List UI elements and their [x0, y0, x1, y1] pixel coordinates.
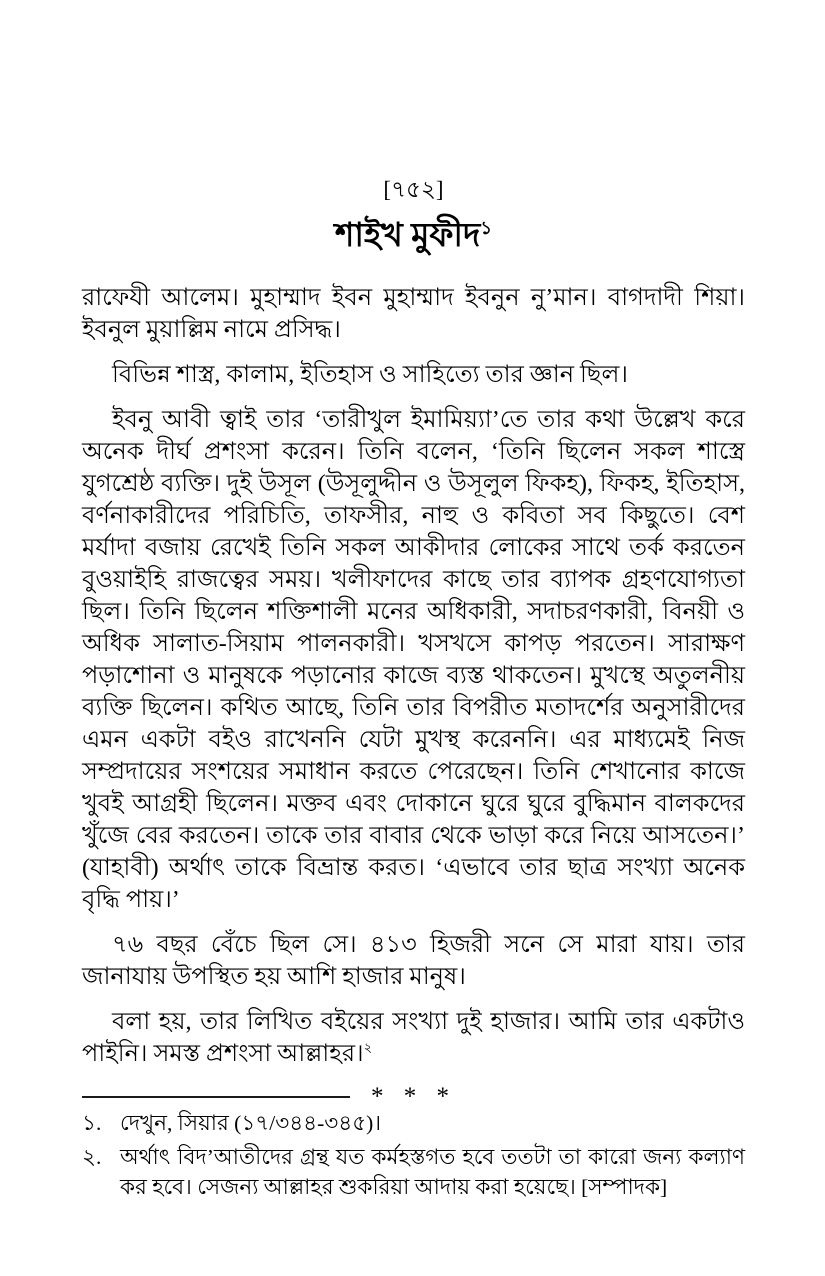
section-divider-asterisks: * * * — [371, 1083, 456, 1110]
page-number-header: [৭৫২] — [383, 177, 444, 202]
body-text — [82, 282, 745, 1070]
footnote-text: দেখুন, সিয়ার (১৭/৩৪৪-৩৪৫)। — [120, 1111, 382, 1135]
paragraph — [82, 282, 745, 346]
footnote-text: অর্থাৎ বিদ’আতীদের গ্রন্থ যত কর্মহস্তগত হবে ততটা তা কারো জন্য কল্যাণ কর হবে। সেজন্য আল্লাহর শুকরিয়া আদায় করা হয়েছে। [সম্পাদক] — [120, 1145, 745, 1199]
paragraph-text: বিভিন্ন শাস্ত্র, কালাম, ইতিহাস ও সাহিত্যে তার জ্ঞান ছিল। — [112, 362, 628, 388]
footnote-block — [82, 1096, 745, 1206]
paragraph-text: বলা হয়, তার লিখিত বইয়ের সংখ্যা দুই হাজার। আমি তার একটাও পাইনি। সমস্ত প্রশংসা আল্লাহর। — [82, 1009, 745, 1067]
paragraph-text: ৭৬ বছর বেঁচে ছিল সে। ৪১৩ হিজরী সনে সে মারা যায়। তার জানাযায় উপস্থিত হয় আশি হাজার মানুষ। — [82, 932, 745, 990]
paragraph — [82, 404, 745, 916]
paragraph — [82, 1006, 745, 1070]
footnote-marker: ১. — [82, 1111, 102, 1135]
footnote-item — [82, 1108, 745, 1138]
title-footnote-ref: ১ — [480, 218, 493, 238]
paragraph-text: ইবনু আবী ত্বাই তার ‘তারীখুল ইমামিয়্যা’তে তার কথা উল্লেখ করে অনেক দীর্ঘ প্রশংসা করেন। তিনি বলেন, ‘তিনি ছিলেন সকল শাস্ত্রে যুগশ্রেষ্ঠ ব্যক্তি। দুই উসূল (উসূলুদ্দীন ও উসূলুল ফিকহ), ফিকহ, ইতিহাস, বর্ণনাকারীদের পরিচিতি, তাফসীর, নাহু ও কবিতা সব কিছুতে। বেশ মর্যাদা বজায় রেখেই তিনি সকল আকীদার লোকের সাথে তর্ক করতেন বুওয়াইহি রাজত্বের সময়। খলীফাদের কাছে তার ব্যাপক গ্রহণযোগ্যতা ছিল। তিনি ছিলেন শক্তিশালী মনের অধিকারী, সদাচরণকারী, বিনয়ী ও অধিক সালাত-সিয়াম পালনকারী। খসখসে কাপড় পরতেন। সারাক্ষণ পড়াশোনা ও মানুষকে পড়ানোর কাজে ব্যস্ত থাকতেন। মুখস্থে অতুলনীয় ব্যক্তি ছিলেন। কথিত আছে, তিনি তার বিপরীত মতাদর্শের অনুসারীদের এমন একটা বইও রাখেননি যেটা মুখস্থ করেননি। এর মাধ্যমেই নিজ সম্প্রদায়ের সংশয়ের সমাধান করতে পেরেছেন। তিনি শেখানোর কাজে খুবই আগ্রহী ছিলেন। মক্তব এবং দোকানে ঘুরে ঘুরে বুদ্ধিমান বালকদের খুঁজে বের করতেন। তাকে তার বাবার থেকে ভাড়া করে নিয়ে আসতেন।’ (যাহাবী) অর্থাৎ তাকে বিভ্রান্ত করত। ‘এভাবে তার ছাত্র সংখ্যা অনেক বৃদ্ধি পায়।’ — [82, 407, 745, 913]
page-title — [82, 216, 745, 256]
footnote-marker: ২. — [82, 1145, 102, 1169]
footnote-separator-rule — [82, 1096, 350, 1098]
paragraph-text: রাফেযী আলেম। মুহাম্মাদ ইবন মুহাম্মাদ ইবনুন নু’মান। বাগদাদী শিয়া। ইবনুল মুয়াল্লিম নামে প্রসিদ্ধ। — [82, 285, 745, 343]
page-title-text: শাইখ মুফীদ — [334, 218, 481, 254]
body-footnote-ref: ২ — [363, 1040, 373, 1055]
paragraph — [82, 929, 745, 993]
footnote-item — [82, 1142, 745, 1202]
paragraph — [82, 359, 745, 391]
